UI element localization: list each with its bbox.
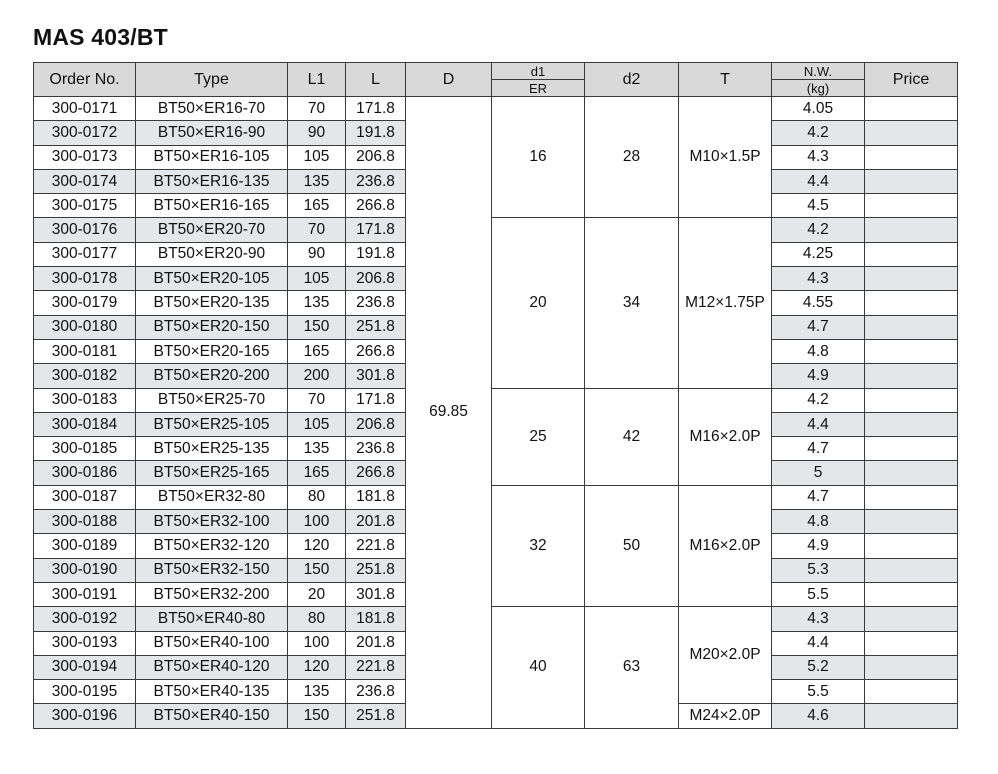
nw-cell: 4.2	[772, 388, 865, 412]
header-d: D	[406, 63, 492, 97]
l-cell: 221.8	[346, 534, 406, 558]
price-cell	[865, 339, 958, 363]
order-no-cell: 300-0181	[34, 339, 136, 363]
price-cell	[865, 267, 958, 291]
l1-cell: 105	[288, 267, 346, 291]
nw-cell: 4.05	[772, 97, 865, 121]
l-cell: 251.8	[346, 704, 406, 728]
type-cell: BT50×ER20-135	[136, 291, 288, 315]
type-cell: BT50×ER25-70	[136, 388, 288, 412]
price-cell	[865, 680, 958, 704]
nw-cell: 4.3	[772, 267, 865, 291]
l1-cell: 135	[288, 437, 346, 461]
l1-cell: 165	[288, 339, 346, 363]
order-no-cell: 300-0172	[34, 121, 136, 145]
l-cell: 236.8	[346, 680, 406, 704]
l-cell: 236.8	[346, 291, 406, 315]
l-cell: 301.8	[346, 364, 406, 388]
price-cell	[865, 655, 958, 679]
d2-cell: 50	[585, 485, 679, 606]
spec-table	[33, 62, 958, 729]
nw-cell: 4.8	[772, 339, 865, 363]
t-cell: M10×1.5P	[679, 97, 772, 218]
nw-cell: 5.3	[772, 558, 865, 582]
er-cell: 32	[492, 485, 585, 606]
nw-cell: 4.9	[772, 364, 865, 388]
nw-cell: 4.7	[772, 315, 865, 339]
nw-cell: 4.3	[772, 145, 865, 169]
nw-cell: 4.4	[772, 412, 865, 436]
l1-cell: 165	[288, 194, 346, 218]
header-price: Price	[865, 63, 958, 97]
header-l: L	[346, 63, 406, 97]
l-cell: 181.8	[346, 607, 406, 631]
l-cell: 201.8	[346, 510, 406, 534]
order-no-cell: 300-0184	[34, 412, 136, 436]
price-cell	[865, 704, 958, 728]
price-cell	[865, 631, 958, 655]
order-no-cell: 300-0177	[34, 242, 136, 266]
nw-cell: 4.5	[772, 194, 865, 218]
header-l1: L1	[288, 63, 346, 97]
order-no-cell: 300-0182	[34, 364, 136, 388]
l-cell: 251.8	[346, 315, 406, 339]
type-cell: BT50×ER40-120	[136, 655, 288, 679]
price-cell	[865, 558, 958, 582]
t-cell: M16×2.0P	[679, 388, 772, 485]
er-cell: 20	[492, 218, 585, 388]
order-no-cell: 300-0171	[34, 97, 136, 121]
order-no-cell: 300-0186	[34, 461, 136, 485]
l1-cell: 120	[288, 534, 346, 558]
nw-cell: 4.7	[772, 437, 865, 461]
header-t: T	[679, 63, 772, 97]
nw-cell: 5.2	[772, 655, 865, 679]
page-title: MAS 403/BT	[33, 24, 168, 50]
order-no-cell: 300-0195	[34, 680, 136, 704]
type-cell: BT50×ER16-135	[136, 169, 288, 193]
l1-cell: 70	[288, 388, 346, 412]
l1-cell: 150	[288, 315, 346, 339]
order-no-cell: 300-0178	[34, 267, 136, 291]
type-cell: BT50×ER32-150	[136, 558, 288, 582]
price-cell	[865, 364, 958, 388]
price-cell	[865, 291, 958, 315]
price-cell	[865, 169, 958, 193]
table-header	[34, 63, 958, 97]
table-row	[34, 485, 958, 509]
d2-cell: 42	[585, 388, 679, 485]
l1-cell: 80	[288, 485, 346, 509]
order-no-cell: 300-0179	[34, 291, 136, 315]
order-no-cell: 300-0174	[34, 169, 136, 193]
type-cell: BT50×ER40-135	[136, 680, 288, 704]
order-no-cell: 300-0189	[34, 534, 136, 558]
l1-cell: 100	[288, 510, 346, 534]
l-cell: 171.8	[346, 218, 406, 242]
nw-cell: 4.7	[772, 485, 865, 509]
l-cell: 206.8	[346, 267, 406, 291]
price-cell	[865, 582, 958, 606]
header-type: Type	[136, 63, 288, 97]
price-cell	[865, 510, 958, 534]
l1-cell: 80	[288, 607, 346, 631]
d-cell: 69.85	[406, 97, 492, 729]
l-cell: 171.8	[346, 97, 406, 121]
l-cell: 266.8	[346, 461, 406, 485]
l1-cell: 70	[288, 97, 346, 121]
l-cell: 266.8	[346, 339, 406, 363]
l-cell: 191.8	[346, 121, 406, 145]
type-cell: BT50×ER32-80	[136, 485, 288, 509]
header-kg: (kg)	[772, 80, 865, 97]
order-no-cell: 300-0187	[34, 485, 136, 509]
nw-cell: 4.3	[772, 607, 865, 631]
type-cell: BT50×ER16-90	[136, 121, 288, 145]
price-cell	[865, 412, 958, 436]
l-cell: 236.8	[346, 437, 406, 461]
d2-cell: 34	[585, 218, 679, 388]
l1-cell: 70	[288, 218, 346, 242]
nw-cell: 4.55	[772, 291, 865, 315]
type-cell: BT50×ER20-150	[136, 315, 288, 339]
price-cell	[865, 461, 958, 485]
l1-cell: 150	[288, 558, 346, 582]
type-cell: BT50×ER40-150	[136, 704, 288, 728]
l1-cell: 165	[288, 461, 346, 485]
l1-cell: 150	[288, 704, 346, 728]
price-cell	[865, 534, 958, 558]
order-no-cell: 300-0193	[34, 631, 136, 655]
order-no-cell: 300-0180	[34, 315, 136, 339]
type-cell: BT50×ER16-105	[136, 145, 288, 169]
t-cell: M20×2.0P	[679, 607, 772, 704]
type-cell: BT50×ER25-135	[136, 437, 288, 461]
l1-cell: 135	[288, 291, 346, 315]
t-cell: M24×2.0P	[679, 704, 772, 728]
nw-cell: 4.9	[772, 534, 865, 558]
nw-cell: 5.5	[772, 582, 865, 606]
l-cell: 301.8	[346, 582, 406, 606]
nw-cell: 4.2	[772, 121, 865, 145]
order-no-cell: 300-0192	[34, 607, 136, 631]
order-no-cell: 300-0196	[34, 704, 136, 728]
l1-cell: 90	[288, 121, 346, 145]
order-no-cell: 300-0188	[34, 510, 136, 534]
l-cell: 191.8	[346, 242, 406, 266]
l1-cell: 135	[288, 680, 346, 704]
price-cell	[865, 485, 958, 509]
d2-cell: 28	[585, 97, 679, 218]
type-cell: BT50×ER20-200	[136, 364, 288, 388]
type-cell: BT50×ER32-100	[136, 510, 288, 534]
nw-cell: 5	[772, 461, 865, 485]
nw-cell: 5.5	[772, 680, 865, 704]
type-cell: BT50×ER40-100	[136, 631, 288, 655]
l-cell: 181.8	[346, 485, 406, 509]
price-cell	[865, 145, 958, 169]
order-no-cell: 300-0183	[34, 388, 136, 412]
nw-cell: 4.4	[772, 169, 865, 193]
l-cell: 171.8	[346, 388, 406, 412]
order-no-cell: 300-0194	[34, 655, 136, 679]
price-cell	[865, 121, 958, 145]
l-cell: 221.8	[346, 655, 406, 679]
l1-cell: 100	[288, 631, 346, 655]
order-no-cell: 300-0173	[34, 145, 136, 169]
l1-cell: 105	[288, 412, 346, 436]
er-cell: 16	[492, 97, 585, 218]
nw-cell: 4.6	[772, 704, 865, 728]
type-cell: BT50×ER32-120	[136, 534, 288, 558]
l1-cell: 105	[288, 145, 346, 169]
t-cell: M16×2.0P	[679, 485, 772, 606]
l-cell: 206.8	[346, 145, 406, 169]
price-cell	[865, 607, 958, 631]
er-cell: 40	[492, 607, 585, 728]
type-cell: BT50×ER16-165	[136, 194, 288, 218]
nw-cell: 4.8	[772, 510, 865, 534]
type-cell: BT50×ER25-165	[136, 461, 288, 485]
price-cell	[865, 315, 958, 339]
header-d1: d1	[492, 63, 585, 80]
nw-cell: 4.25	[772, 242, 865, 266]
price-cell	[865, 97, 958, 121]
table-body	[34, 97, 958, 729]
l1-cell: 200	[288, 364, 346, 388]
order-no-cell: 300-0185	[34, 437, 136, 461]
nw-cell: 4.2	[772, 218, 865, 242]
l1-cell: 120	[288, 655, 346, 679]
order-no-cell: 300-0176	[34, 218, 136, 242]
header-d2: d2	[585, 63, 679, 97]
type-cell: BT50×ER32-200	[136, 582, 288, 606]
header-er: ER	[492, 80, 585, 97]
table-row	[34, 388, 958, 412]
l1-cell: 135	[288, 169, 346, 193]
header-nw: N.W.	[772, 63, 865, 80]
price-cell	[865, 194, 958, 218]
l-cell: 201.8	[346, 631, 406, 655]
table-row	[34, 607, 958, 631]
l1-cell: 20	[288, 582, 346, 606]
l-cell: 236.8	[346, 169, 406, 193]
t-cell: M12×1.75P	[679, 218, 772, 388]
d2-cell: 63	[585, 607, 679, 728]
type-cell: BT50×ER16-70	[136, 97, 288, 121]
price-cell	[865, 388, 958, 412]
table-row	[34, 97, 958, 121]
type-cell: BT50×ER20-70	[136, 218, 288, 242]
l1-cell: 90	[288, 242, 346, 266]
er-cell: 25	[492, 388, 585, 485]
order-no-cell: 300-0191	[34, 582, 136, 606]
type-cell: BT50×ER40-80	[136, 607, 288, 631]
order-no-cell: 300-0175	[34, 194, 136, 218]
type-cell: BT50×ER25-105	[136, 412, 288, 436]
order-no-cell: 300-0190	[34, 558, 136, 582]
price-cell	[865, 218, 958, 242]
price-cell	[865, 437, 958, 461]
price-cell	[865, 242, 958, 266]
l-cell: 206.8	[346, 412, 406, 436]
type-cell: BT50×ER20-90	[136, 242, 288, 266]
nw-cell: 4.4	[772, 631, 865, 655]
table-row	[34, 218, 958, 242]
l-cell: 251.8	[346, 558, 406, 582]
header-order-no: Order No.	[34, 63, 136, 97]
type-cell: BT50×ER20-165	[136, 339, 288, 363]
l-cell: 266.8	[346, 194, 406, 218]
type-cell: BT50×ER20-105	[136, 267, 288, 291]
